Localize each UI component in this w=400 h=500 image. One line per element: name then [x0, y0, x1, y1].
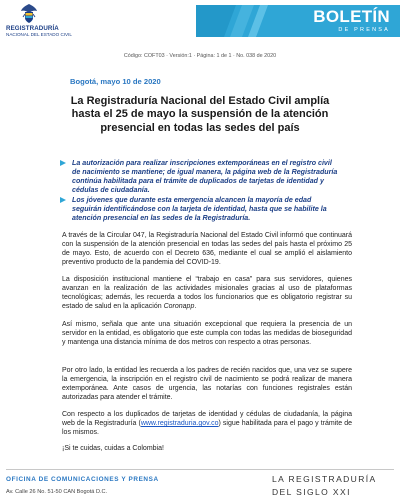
- coat-of-arms-icon: [18, 2, 40, 24]
- banner-title: BOLETÍN: [313, 7, 390, 26]
- closing-slogan: ¡Si te cuidas, cuidas a Colombia!: [62, 445, 164, 452]
- press-title: La Registraduría Nacional del Estado Civil amplía hasta el 25 de mayo la suspensión de la atención presencial en todas las sedes del país: [70, 95, 330, 134]
- paragraph-text: La disposición institucional mantiene el “trabajo en casa” para sus servidores, quienes avanzan en la realización de las actividades misionales gracias al uso de plataformas tecnológicas; además, les recuerda a todos los funcionarios que es obligatorio registrar su estado de salud en la aplicación: [62, 276, 352, 310]
- org-subname: NACIONAL DEL ESTADO CIVIL: [6, 32, 72, 37]
- footer-divider: [6, 469, 394, 470]
- footer-office: OFICINA DE COMUNICACIONES Y PRENSA: [6, 476, 159, 483]
- footer-address: Av. Calle 26 No. 51-50 CAN Bogotá D.C.: [6, 489, 108, 495]
- footer-brand: LA REGISTRADURÍA: [272, 474, 377, 484]
- body-paragraph: [62, 410, 352, 437]
- bulletin-banner: [196, 5, 400, 37]
- paragraph-text: ) sigue habilitada para el pago y trámite de los mismos.: [62, 420, 352, 436]
- bullet-item: [72, 159, 340, 195]
- app-name: Coronapp: [163, 303, 195, 310]
- org-name: REGISTRADURÍA: [6, 25, 59, 32]
- press-date: Bogotá, mayo 10 de 2020: [70, 77, 161, 86]
- triangle-bullet-icon: [60, 160, 66, 166]
- footer-brand-tagline: DEL SIGLO XXI: [272, 487, 351, 497]
- document-header: [0, 0, 400, 44]
- bullet-item: [72, 196, 340, 223]
- document-code: Código: COFT03 · Versión:1 · Página: 1 de 1 · No. 038 de 2020: [123, 53, 277, 59]
- paragraph-text: Con respecto a los duplicados de tarjetas de identidad y cédulas de ciudadanía, la página web de la Registraduría (: [62, 411, 352, 427]
- bullet-text: Los jóvenes que durante esta emergencia alcancen la mayoría de edad seguirán identificándose con la tarjeta de identidad, hasta que se habilite la atención presencial en las sedes de la Registraduría.: [72, 196, 327, 222]
- bullet-text: La autorización para realizar inscripciones extemporáneas en el registro civil de nacimiento se mantiene; de igual manera, la página web de la Registraduría continúa habilitada para el trámite de duplicados de tarjetas de identidad y cédulas de ciudadanía.: [72, 159, 338, 194]
- body-paragraph: A través de la Circular 047, la Registraduría Nacional del Estado Civil informó que continuará con la suspensión de la atención presencial en todas las sedes del país hasta el próximo 25 de mayo. Esto, de acuerdo con el Decreto 636, mediante el cual se amplió el aislamiento preventivo producto de la pandemia del COVID-19.: [62, 232, 352, 266]
- triangle-bullet-icon: [60, 197, 66, 203]
- body-paragraph: La disposición institucional mantiene el “trabajo en casa” para sus servidores, quienes avanzan en la realización de las actividades misionales gracias al uso de plataformas tecnológicas; además, les recuerda a todos los funcionarios que es obligatorio registrar su estado de salud en la aplicación Coronapp.: [62, 276, 352, 310]
- banner-subtitle: DE PRENSA: [338, 27, 390, 33]
- website-link[interactable]: www.registraduria.gov.co: [140, 420, 219, 427]
- body-paragraph: Así mismo, señala que ante una situación excepcional que requiera la presencia de un servidor en la entidad, es obligatorio que este cumpla con todas las medidas de bioseguridad y mantenga una distancia mínima de dos metros con respecto a otras personas.: [62, 321, 352, 346]
- body-paragraph: Por otro lado, la entidad les recuerda a los padres de recién nacidos que, una vez se supere la emergencia, la inscripción en el registro civil de nacimiento se podrá realizar de manera extemporánea. Ante casos de urgencia, las notarías con funciones registrales están autorizadas para atender el trámite.: [62, 367, 352, 401]
